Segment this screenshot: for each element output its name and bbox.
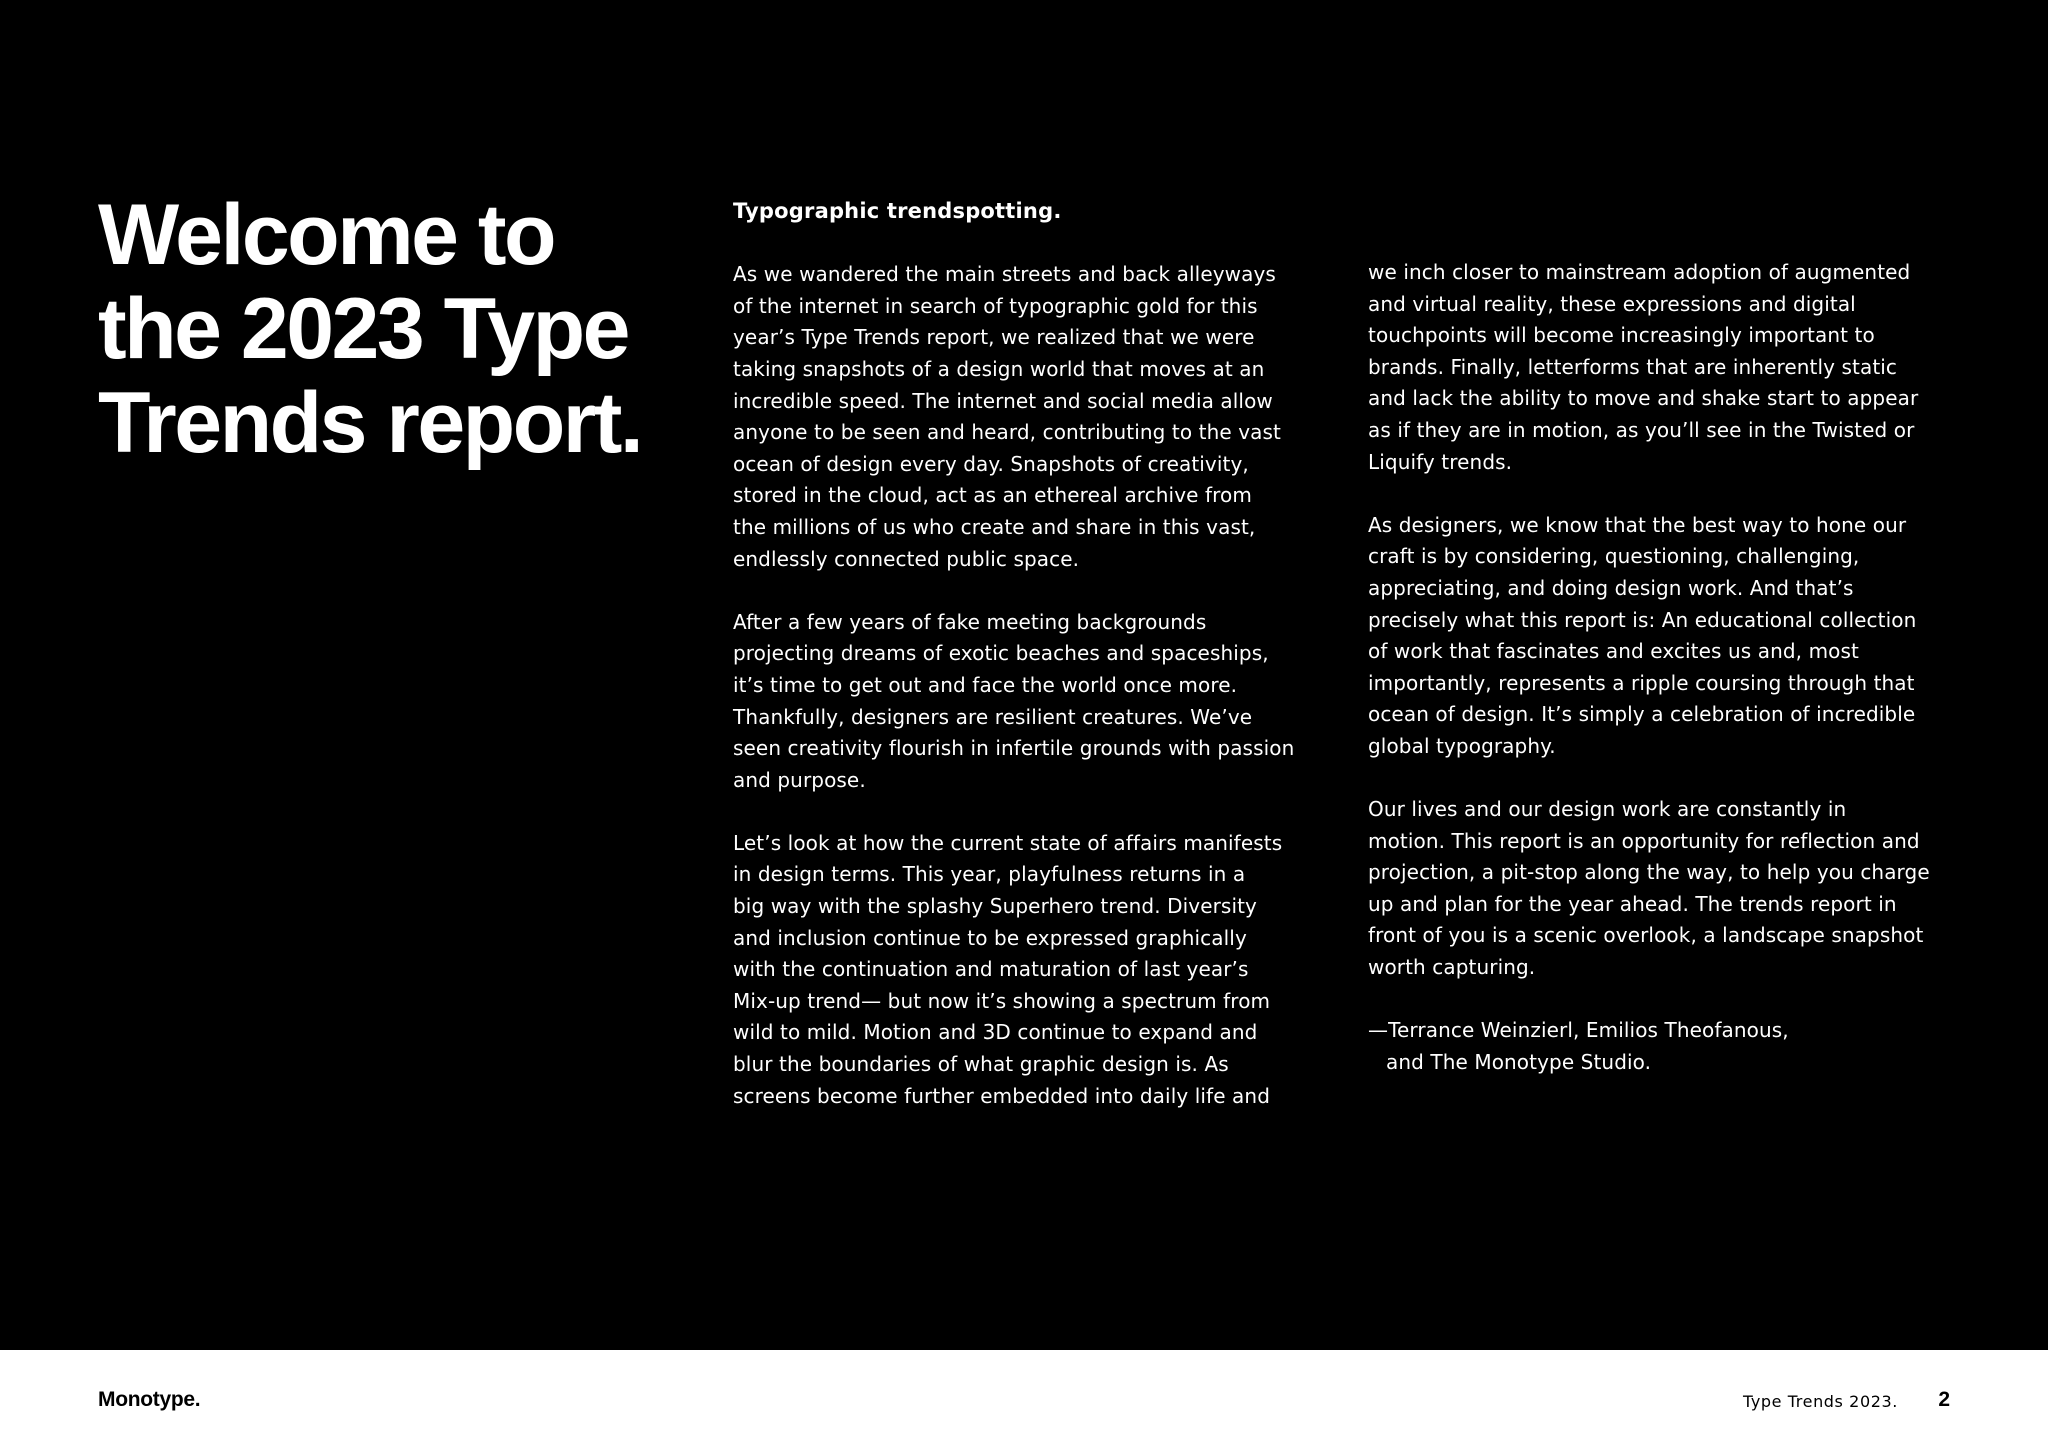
text-line: Thankfully, designers are resilient creatures. We’ve bbox=[733, 704, 1253, 729]
section-subheading: Typographic trendspotting. bbox=[733, 199, 1062, 223]
paragraph bbox=[1368, 257, 1968, 478]
text-line: Our lives and our design work are constantly in bbox=[1368, 797, 1847, 822]
text-line: taking snapshots of a design world that moves at an bbox=[733, 356, 1265, 381]
text-line: After a few years of fake meeting backgrounds bbox=[733, 609, 1207, 634]
text-line: big way with the splashy Superhero trend. Diversity bbox=[733, 894, 1257, 919]
text-line: Mix-up trend— but now it’s showing a spectrum from bbox=[733, 988, 1271, 1013]
page-number: 2 bbox=[1938, 1388, 1950, 1411]
text-line: screens become further embedded into daily life and bbox=[733, 1083, 1270, 1108]
publication-title: Type Trends 2023. bbox=[1742, 1392, 1898, 1411]
paragraph bbox=[1368, 510, 1968, 763]
text-line: it’s time to get out and face the world once more. bbox=[733, 672, 1238, 697]
text-line: brands. Finally, letterforms that are inherently static bbox=[1368, 354, 1898, 379]
text-line: importantly, represents a ripple coursing through that bbox=[1368, 670, 1915, 695]
text-line: motion. This report is an opportunity for reflection and bbox=[1368, 828, 1920, 853]
text-line: up and plan for the year ahead. The trends report in bbox=[1368, 891, 1897, 916]
text-line: of work that fascinates and excites us and, most bbox=[1368, 639, 1859, 664]
text-line: touchpoints will become increasingly important to bbox=[1368, 323, 1875, 348]
text-line: blur the boundaries of what graphic design is. As bbox=[733, 1052, 1229, 1077]
paragraph bbox=[733, 607, 1333, 797]
signature-line: and The Monotype Studio. bbox=[1386, 1049, 1652, 1074]
text-line: the millions of us who create and share in this vast, bbox=[733, 514, 1256, 539]
text-line: and purpose. bbox=[733, 767, 866, 792]
text-line: Liquify trends. bbox=[1368, 449, 1513, 474]
intro-column-right bbox=[1368, 257, 1968, 1078]
text-line: As we wandered the main streets and back alleyways bbox=[733, 262, 1276, 287]
intro-column-left bbox=[733, 196, 1333, 1112]
text-line: wild to mild. Motion and 3D continue to expand and bbox=[733, 1020, 1258, 1045]
text-line: projection, a pit-stop along the way, to help you charge bbox=[1368, 860, 1930, 885]
text-line: anyone to be seen and heard, contributing to the vast bbox=[733, 420, 1281, 445]
text-line: As designers, we know that the best way to hone our bbox=[1368, 512, 1907, 537]
text-line: endlessly connected public space. bbox=[733, 546, 1080, 571]
signature-line: —Terrance Weinzierl, Emilios Theofanous, bbox=[1368, 1018, 1789, 1043]
text-line: global typography. bbox=[1368, 733, 1556, 758]
paragraph bbox=[733, 259, 1333, 575]
text-line: and lack the ability to move and shake start to appear bbox=[1368, 386, 1919, 411]
text-line: seen creativity flourish in infertile grounds with passion bbox=[733, 736, 1295, 761]
text-line: and inclusion continue to be expressed graphically bbox=[733, 925, 1247, 950]
text-line: we inch closer to mainstream adoption of augmented bbox=[1368, 260, 1911, 284]
text-line: front of you is a scenic overlook, a landscape snapshot bbox=[1368, 923, 1924, 948]
brand-logo: Monotype. bbox=[98, 1388, 201, 1411]
title-line: Welcome to bbox=[98, 187, 555, 283]
text-line: projecting dreams of exotic beaches and spaceships, bbox=[733, 641, 1269, 666]
paragraph bbox=[733, 828, 1333, 1112]
text-line: ocean of design. It’s simply a celebration of incredible bbox=[1368, 702, 1916, 727]
text-line: and virtual reality, these expressions and digital bbox=[1368, 291, 1856, 316]
text-line: incredible speed. The internet and social media allow bbox=[733, 388, 1273, 413]
text-line: stored in the cloud, act as an ethereal archive from bbox=[733, 483, 1252, 508]
text-line: craft is by considering, questioning, challenging, bbox=[1368, 544, 1860, 569]
paragraph bbox=[1368, 794, 1968, 984]
text-line: worth capturing. bbox=[1368, 955, 1536, 980]
text-line: Let’s look at how the current state of affairs manifests bbox=[733, 830, 1283, 855]
text-line: as if they are in motion, as you’ll see in the Twisted or bbox=[1368, 417, 1915, 442]
page-footer bbox=[0, 1350, 2048, 1448]
author-signature bbox=[1368, 1015, 1968, 1078]
text-line: appreciating, and doing design work. And that’s bbox=[1368, 575, 1854, 600]
title-line: Trends report. bbox=[98, 375, 642, 471]
text-line: precisely what this report is: An educational collection bbox=[1368, 607, 1917, 632]
text-line: ocean of design every day. Snapshots of creativity, bbox=[733, 451, 1249, 476]
text-line: of the internet in search of typographic gold for this bbox=[733, 293, 1258, 318]
page-title bbox=[98, 188, 698, 470]
text-line: year’s Type Trends report, we realized that we were bbox=[733, 325, 1255, 350]
text-line: with the continuation and maturation of last year’s bbox=[733, 957, 1249, 982]
text-line: in design terms. This year, playfulness returns in a bbox=[733, 862, 1246, 887]
title-line: the 2023 Type bbox=[98, 281, 628, 377]
